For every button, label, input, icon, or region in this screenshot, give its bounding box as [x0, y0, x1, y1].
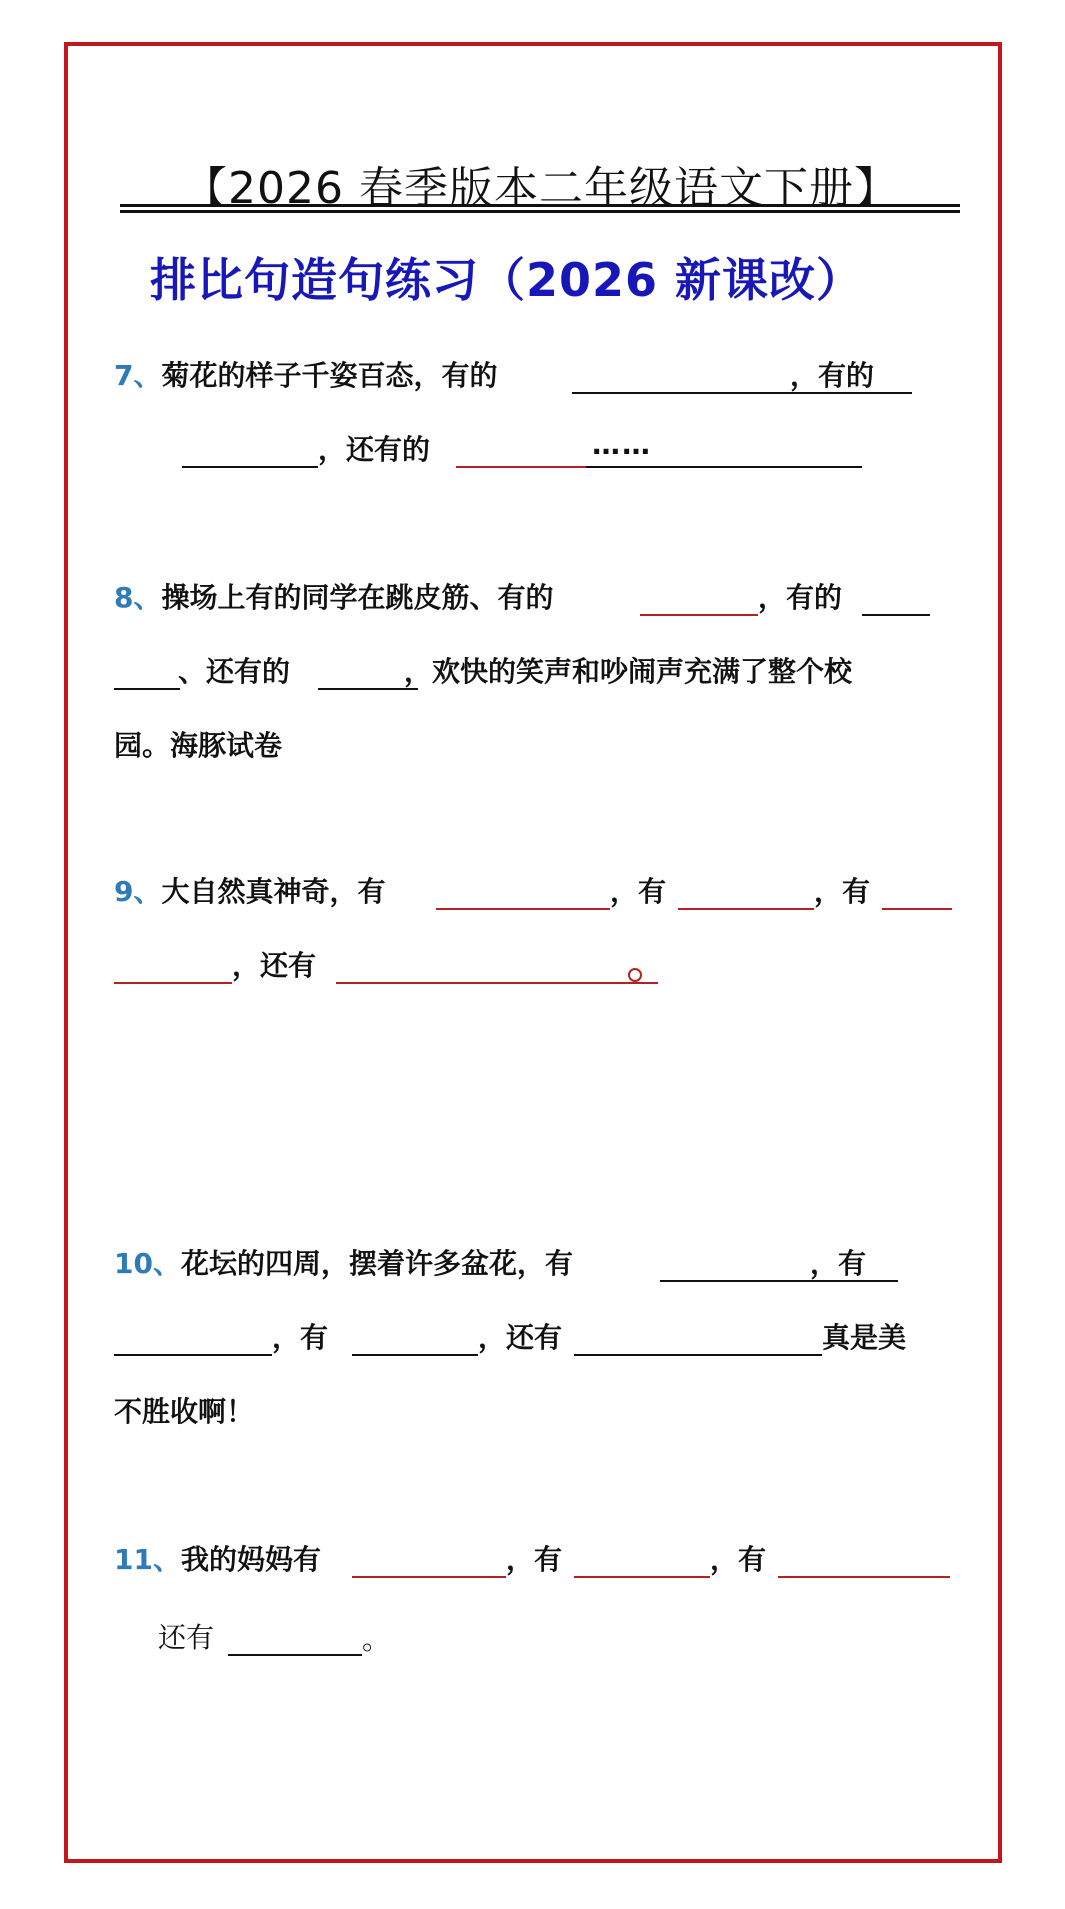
question-text: ，还有 [478, 1321, 563, 1354]
answer-blank[interactable] [574, 1576, 710, 1578]
ellipsis: …… [592, 428, 652, 461]
answer-blank[interactable] [586, 466, 862, 468]
question-9-line-1 [114, 872, 386, 912]
question-text: 不胜收啊！ [114, 1395, 255, 1428]
question-text: 大自然真神奇，有 [161, 875, 386, 908]
answer-blank[interactable] [352, 1576, 506, 1578]
answer-blank[interactable] [114, 1354, 272, 1356]
answer-blank[interactable] [810, 1280, 898, 1282]
question-text: 还有 [158, 1621, 215, 1654]
question-text: 花坛的四周，摆着许多盆花，有 [180, 1247, 573, 1280]
question-number: 7、 [114, 359, 162, 392]
answer-blank[interactable] [778, 1576, 950, 1578]
answer-blank[interactable] [572, 392, 790, 394]
question-text: ，有 [272, 1321, 329, 1354]
answer-blank[interactable] [574, 1354, 822, 1356]
question-text: ，有的 [758, 581, 843, 614]
worksheet-border [64, 42, 1002, 1863]
question-text: ，有的 [790, 359, 875, 392]
question-11-line-1 [114, 1540, 321, 1580]
question-number: 8、 [114, 581, 162, 614]
question-text: ，还有 [232, 949, 317, 982]
question-7-line-1 [114, 356, 498, 396]
question-number: 11、 [114, 1543, 181, 1576]
question-text: ，有 [610, 875, 667, 908]
answer-blank[interactable] [318, 688, 418, 690]
title-underline-bottom [120, 210, 960, 213]
answer-blank[interactable] [678, 908, 814, 910]
answer-blank[interactable] [882, 908, 952, 910]
question-text: 。 [362, 1623, 391, 1656]
answer-blank[interactable] [182, 466, 318, 468]
answer-blank[interactable] [790, 392, 912, 394]
question-text: ，还有的 [318, 433, 431, 466]
answer-blank[interactable] [640, 614, 758, 616]
answer-blank[interactable] [862, 614, 930, 616]
question-text: ，有 [814, 875, 871, 908]
question-text: 真是美 [822, 1321, 907, 1354]
question-text: 我的妈妈有 [180, 1543, 321, 1576]
question-text: 、还有的 [178, 655, 291, 688]
question-text: 菊花的样子千姿百态，有的 [161, 359, 498, 392]
answer-blank[interactable] [228, 1654, 362, 1656]
answer-blank[interactable] [336, 982, 658, 984]
question-text: ，有 [506, 1543, 563, 1576]
title-underline-top [120, 204, 960, 207]
period-mark [628, 968, 642, 982]
question-text: 园。海豚试卷 [114, 729, 283, 762]
question-text: 操场上有的同学在跳皮筋、有的 [161, 581, 554, 614]
worksheet-title: 【2026 春季版本二年级语文下册】 [183, 163, 899, 214]
question-text: ，有 [710, 1543, 767, 1576]
answer-blank[interactable] [436, 908, 610, 910]
question-text: ，有 [810, 1247, 867, 1280]
answer-blank[interactable] [456, 466, 586, 468]
question-10-line-1 [114, 1244, 573, 1284]
question-8-line-1 [114, 578, 554, 618]
question-text: ，欢快的笑声和吵闹声充满了整个校 [404, 655, 853, 688]
answer-blank[interactable] [660, 1280, 810, 1282]
answer-blank[interactable] [114, 688, 180, 690]
question-number: 9、 [114, 875, 162, 908]
question-number: 10、 [114, 1247, 181, 1280]
answer-blank[interactable] [114, 982, 232, 984]
worksheet-subtitle: 排比句造句练习（2026 新课改） [150, 253, 864, 307]
answer-blank[interactable] [352, 1354, 478, 1356]
